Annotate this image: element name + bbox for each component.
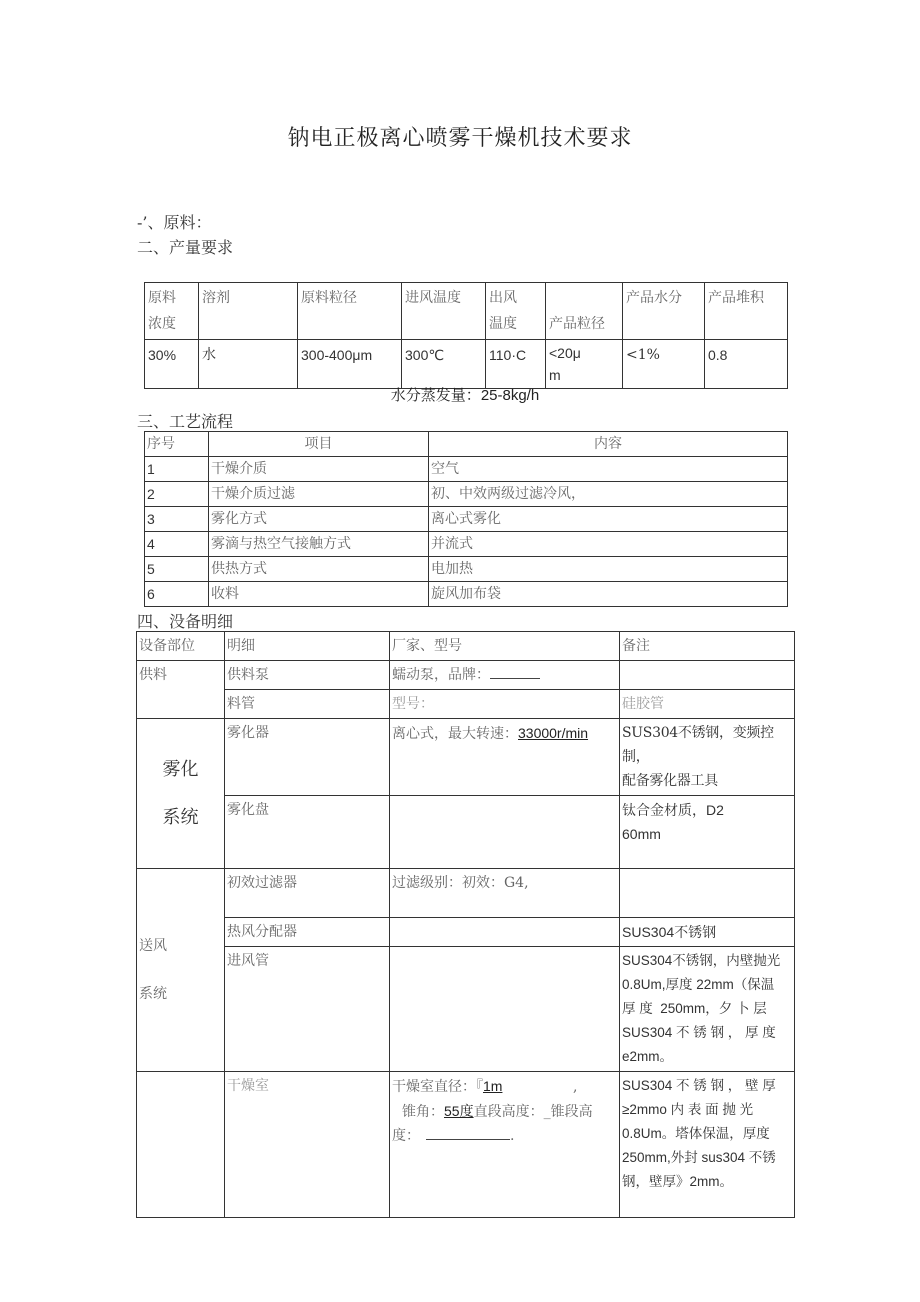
header-cell: 备注 — [620, 632, 795, 661]
header-cell: 内容 — [429, 432, 788, 457]
header-cell: 原料粒径 — [298, 283, 402, 340]
feed-pipe-model: 型号： — [390, 690, 620, 719]
equipment-table — [136, 631, 795, 1218]
filter-note — [620, 869, 795, 918]
evaporation-rate — [0, 384, 920, 405]
part-drying — [137, 1072, 225, 1218]
header-cell: 厂家、型号 — [390, 632, 620, 661]
part-feed: 供料 — [137, 661, 225, 719]
row-item: 收料 — [209, 582, 429, 607]
table-cell: 水 — [199, 340, 298, 389]
row-item: 干燥介质过滤 — [209, 482, 429, 507]
table-row — [137, 661, 795, 690]
header-cell: 项目 — [209, 432, 429, 457]
table-cell: 0.8 — [705, 340, 788, 389]
inlet-note: SUS304不锈钢，内壁抛光 0.8Um,厚度 22mm（保温 厚 度 250mm，夕 卜 层 SUS304 不 锈 钢 ， 厚 度 e2mm。 — [620, 947, 795, 1072]
row-content: 电加热 — [429, 557, 788, 582]
table-row — [137, 719, 795, 796]
row-index: 4 — [145, 532, 209, 557]
inlet-model — [390, 947, 620, 1072]
drying-chamber-spec: 干燥室直径：『1m , 锥角：55度直段高度：_锥段高 度： . — [390, 1072, 620, 1218]
row-content: 离心式雾化 — [429, 507, 788, 532]
row-index: 3 — [145, 507, 209, 532]
section-heading-materials: -’、原料： — [137, 213, 212, 232]
table-cell: <20μ m — [546, 340, 623, 389]
table-row — [145, 582, 788, 607]
item-feed-pump: 供料泵 — [225, 661, 390, 690]
row-item: 雾化方式 — [209, 507, 429, 532]
row-index: 6 — [145, 582, 209, 607]
item-hot-air-distributor: 热风分配器 — [225, 918, 390, 947]
header-cell: 原料 浓度 — [145, 283, 199, 340]
output-requirements-table — [144, 282, 788, 389]
evaporation-value: 25-8kg/h — [480, 387, 540, 404]
feed-pipe-note: 硅胶管 — [620, 690, 795, 719]
table-row — [137, 918, 795, 947]
row-index: 2 — [145, 482, 209, 507]
table-header-row — [145, 283, 788, 340]
header-cell: 产品堆积 — [705, 283, 788, 340]
table-row — [137, 690, 795, 719]
row-content: 旋风加布袋 — [429, 582, 788, 607]
drying-chamber-note: SUS304 不 锈 钢 ， 壁 厚 ≥2mmo 内 表 面 抛 光 0.8Um。塔体保温，厚度 250mm,外封 sus304 不锈 钢，壁厚》2mm。 — [620, 1072, 795, 1218]
distributor-note: SUS304不锈钢 — [620, 918, 795, 947]
item-drying-chamber: 干燥室 — [225, 1072, 390, 1218]
part-atomization: 雾化 系统 — [137, 719, 225, 869]
header-cell: 产品粒径 — [546, 283, 623, 340]
table-row — [145, 507, 788, 532]
header-cell: 出风 温度 — [486, 283, 546, 340]
table-row — [145, 457, 788, 482]
table-row — [137, 869, 795, 918]
disc-note: 钛合金材质，D2 60mm — [620, 796, 795, 869]
header-cell: 设备部位 — [137, 632, 225, 661]
header-cell: 溶剂 — [199, 283, 298, 340]
table-row — [137, 947, 795, 1072]
filter-model: 过滤级别：初效：G4, — [390, 869, 620, 918]
table-cell: <1% — [623, 340, 705, 389]
row-item: 雾滴与热空气接触方式 — [209, 532, 429, 557]
row-content: 初、中效两级过滤冷风， — [429, 482, 788, 507]
section-heading-process: 三、工艺流程 — [137, 412, 234, 431]
table-cell: 300℃ — [402, 340, 486, 389]
table-header-row — [137, 632, 795, 661]
header-cell: 进风温度 — [402, 283, 486, 340]
table-cell: 30% — [145, 340, 199, 389]
evaporation-label: 水分蒸发量： — [390, 386, 481, 404]
row-content: 并流式 — [429, 532, 788, 557]
header-cell: 序号 — [145, 432, 209, 457]
atomizer-model: 离心式，最大转速：33000r/min — [390, 719, 620, 796]
feed-pump-note — [620, 661, 795, 690]
row-item: 供热方式 — [209, 557, 429, 582]
row-index: 1 — [145, 457, 209, 482]
section-heading-output: 二、产量要求 — [137, 238, 234, 257]
item-feed-pipe: 料管 — [225, 690, 390, 719]
item-atomizer: 雾化器 — [225, 719, 390, 796]
table-row — [145, 482, 788, 507]
distributor-model — [390, 918, 620, 947]
process-table — [144, 431, 788, 607]
table-row — [137, 796, 795, 869]
table-cell: 300-400μm — [298, 340, 402, 389]
header-cell: 明细 — [225, 632, 390, 661]
table-row — [145, 532, 788, 557]
disc-model — [390, 796, 620, 869]
feed-pump-model: 蠕动泵，品牌： — [390, 661, 620, 690]
table-header-row — [145, 432, 788, 457]
header-cell: 产品水分 — [623, 283, 705, 340]
row-content: 空气 — [429, 457, 788, 482]
table-row — [145, 557, 788, 582]
page-title: 钠电正极离心喷雾干燥机技术要求 — [287, 126, 633, 151]
row-index: 5 — [145, 557, 209, 582]
item-inlet-duct: 进风管 — [225, 947, 390, 1072]
item-primary-filter: 初效过滤器 — [225, 869, 390, 918]
table-cell: 110·C — [486, 340, 546, 389]
atomizer-note: SUS304不锈钢，变频控制， 配备雾化器工具 — [620, 719, 795, 796]
part-air-supply: 送风 系统 — [137, 869, 225, 1072]
table-row — [137, 1072, 795, 1218]
row-item: 干燥介质 — [209, 457, 429, 482]
section-heading-equipment: 四、没备明细 — [137, 612, 234, 631]
table-row — [145, 340, 788, 389]
item-disc: 雾化盘 — [225, 796, 390, 869]
